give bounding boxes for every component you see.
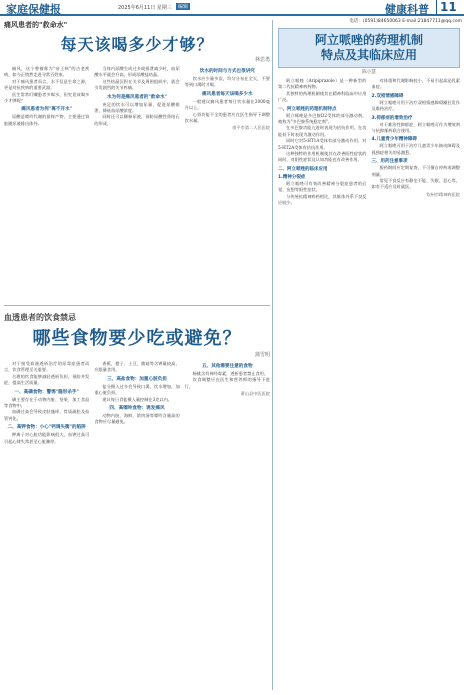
paragraph: 杨桃含有神经毒素，透析患者禁止食用。 [192, 371, 269, 376]
article2-byline: 蒲雪明 [254, 352, 270, 358]
article3-source: 钦州市精神病医院 [426, 191, 460, 197]
paragraph: 在多巴胺功能亢进时表现为拮抗作用，在功能低下时表现为激动作用。 [278, 125, 367, 137]
subheading: 饮水的时间与方式也很讲究 [199, 69, 255, 74]
article-gout-water [4, 20, 270, 298]
paragraph: 动物内脏、海鲜、浓肉汤等嘌呤含量高的食物应尽量避免。 [94, 413, 180, 425]
article1-kicker: 痛风患者的"救命水" [4, 21, 68, 29]
subheading: 水为何是痛风患者的"救命水" [107, 94, 167, 100]
article3-headline-line1: 阿立哌唑的药理机制 [314, 33, 423, 47]
paragraph: 血磷过高会导致皮肤瘙痒、骨质疏松及血管钙化。 [4, 409, 90, 421]
article3-byline: 陈小慧 [362, 70, 376, 75]
paragraph: 对于难治性抑郁症，阿立哌唑可作为增效剂与抗抑郁药联合使用。 [371, 121, 460, 134]
paragraph: 心肾功能不全的患者应在医生指导下调整饮水量。 [184, 111, 270, 124]
paragraph: 钾离子对心脏功能影响很大，血钾过高可引起心律失常甚至心脏骤停。 [4, 432, 90, 444]
paragraph: 其独特的药理机制使其在精神科临床中应用广泛。 [278, 90, 367, 103]
paragraph: 阿立哌唑（Aripiprazole）是一种新型的第二代抗精神病药物。 [278, 78, 367, 90]
subheading: 四、高嘌呤食物：诱发痛风 [109, 406, 165, 412]
subheading: 二、高钾食物：小心"钙调失衡"的陷阱 [7, 425, 86, 431]
paragraph: 同时它对5-HT1A受体有部分激动作用，对5-HT2A受体有拮抗作用。 [278, 138, 367, 150]
article2-headline: 哪些食物要少吃或避免？ [32, 328, 242, 349]
section-title: 健康科普 [385, 3, 429, 16]
paragraph: 建议每日食盐摄入量控制在3克以内。 [102, 396, 172, 402]
paragraph: 这些结晶沉积在关节及周围组织中，就会引发剧烈的关节疼痛。 [94, 78, 180, 91]
paragraph: 盐分摄入过多会导致口渴，饮水增加，加重心脏负担。 [94, 383, 180, 396]
subheading: 二、阿立哌唑的临床应用 [278, 166, 328, 172]
article1-body [4, 66, 270, 131]
paragraph: 同时还可以稀释尿液，预防尿酸性肾结石的形成。 [94, 114, 180, 126]
article2-body [4, 361, 270, 445]
article3-body [278, 78, 460, 207]
paragraph: 与传统抗精神病药相比，其锥体外系不良反应较少。 [278, 193, 367, 206]
newspaper-brand: 家庭保健报 [6, 3, 61, 16]
subheading: 一、阿立哌唑的药理机制特点 [278, 106, 337, 112]
paragraph: 一般建议痛风患者每日饮水量在2000毫升以上。 [184, 98, 270, 111]
article-aripiprazole [278, 28, 460, 688]
paragraph: 当体内尿酸生成过多或排泄减少时，血尿酸水平就会升高，形成尿酸盐结晶。 [94, 66, 180, 78]
subheading: 三、高盐食物：加重心脏负担 [107, 376, 167, 382]
article3-headline-box [278, 28, 460, 68]
edition-badge: 编辑 [178, 4, 189, 10]
paragraph: 饮水应少量多次，均匀分布在全天，不要等到口渴时才喝。 [184, 76, 270, 88]
paragraph: 充足的饮水可以增加尿量，促进尿酸排泄，降低血尿酸浓度。 [94, 101, 180, 114]
subheading: 4.儿童青少年精神障碍 [371, 137, 417, 143]
paragraph: 磷主要存在于动物内脏、坚果、加工食品等食物中。 [4, 396, 90, 409]
subheading: 一、高磷食物：警惕"隐形杀手" [14, 389, 79, 395]
paragraph: 常见不良反应有静坐不能、失眠、恶心等，如有不适应及时就医。 [371, 178, 460, 190]
issue-date: 2025年6月11日 星期三 [118, 5, 172, 11]
page-number: 11 [436, 0, 457, 14]
paragraph: 饮食调整应在医生和营养师的指导下进行。 [184, 377, 270, 389]
subheading: 三、用药注意事项 [371, 159, 408, 165]
paragraph: 阿立哌唑可用于治疗双相情感障碍躁狂发作及维持治疗。 [371, 99, 460, 112]
paragraph: 尿酸是嘌呤代谢的最终产物，主要通过肾脏随尿液排出体外。 [4, 114, 90, 126]
subheading: 2.双相情感障碍 [371, 93, 404, 99]
article1-headline: 每天该喝多少才够？ [60, 35, 214, 54]
paragraph: 医生常常叮嘱患者多喝水，但究竟该喝多少才够呢？ [4, 91, 90, 104]
paragraph: 阿立哌唑是多巴胺D2受体的部分激动剂，被称为"多巴胺系统稳定剂"。 [278, 112, 367, 125]
subheading: 痛风患者每天该喝多少水 [202, 91, 253, 97]
page-header [0, 0, 464, 16]
article1-source: 南平市第二人民医院 [232, 125, 270, 131]
paragraph: 痛风，这个曾被称为"帝王病"的古老疾病，如今正悄然走进寻常百姓家。 [4, 66, 90, 78]
paragraph: 香蕉、橙子、土豆、菌菇等含钾量较高，应限量食用。 [94, 361, 180, 373]
paragraph: 对于接受血液透析治疗的尿毒症患者而言，饮食管理至关重要。 [4, 361, 90, 373]
paragraph: 合理的饮食能够减轻透析负担，预防并发症，提高生活质量。 [4, 373, 90, 386]
article3-headline-line2: 特点及其临床应用 [320, 48, 417, 62]
paragraph: 对于痛风患者而言，水不仅是生命之源，更是对抗疾病的重要武器。 [4, 78, 90, 91]
subheading: 痛风患者为何"离不开水" [21, 107, 73, 113]
subheading: 3.抑郁症的增效治疗 [371, 115, 413, 121]
article-dialysis-diet [4, 305, 270, 690]
paragraph: 阿立哌唑可用于治疗儿童青少年抽动障碍及孤独症相关的易激惹。 [371, 143, 460, 155]
paragraph: 服药期间应定期复查，不可擅自停药或调整剂量。 [371, 165, 460, 177]
article1-byline: 林思勇 [254, 57, 270, 63]
article2-kicker: 血透患者的饮食禁忌 [4, 313, 76, 322]
contact-info: 电话：(0591)84650063 E-mail:21847711@qq.com [349, 19, 462, 24]
paragraph: 阿立哌唑可有效改善精神分裂症患者的幻觉、妄想等阳性症状。 [278, 180, 367, 193]
column-divider [272, 20, 273, 690]
subheading: 五、其他需要注意的食物 [202, 364, 253, 369]
paragraph: 对体重和代谢影响较小，不易引起高泌乳素血症。 [371, 78, 460, 90]
article2-source: 莆山县中医医院 [240, 391, 270, 397]
paragraph: 这种独特的作用机制使其在改善阳性症状的同时，对阴性症状及认知功能也有改善作用。 [278, 151, 367, 163]
subheading: 1.精神分裂症 [278, 174, 306, 180]
